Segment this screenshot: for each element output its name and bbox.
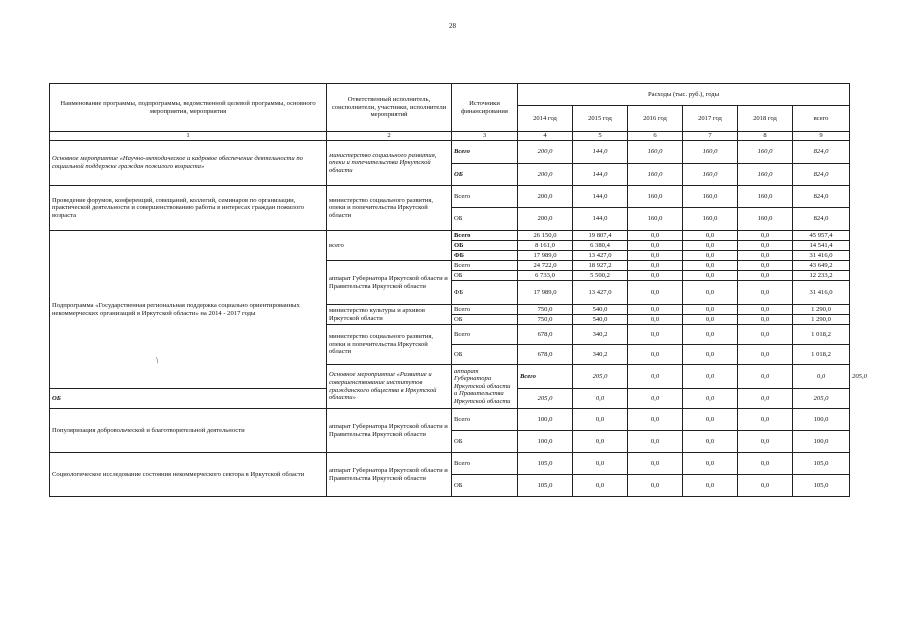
value-cell: 160,0	[683, 164, 738, 186]
value-cell: 0,0	[738, 261, 793, 271]
value-cell: 105,0	[518, 453, 573, 475]
value-cell: 12 233,2	[793, 271, 850, 281]
value-cell: 0,0	[628, 431, 683, 453]
funding-source: ОБ	[452, 208, 518, 231]
value-cell: 105,0	[793, 475, 850, 497]
value-cell: 0,0	[738, 365, 793, 389]
value-cell: 105,0	[518, 475, 573, 497]
value-cell: 160,0	[683, 186, 738, 208]
executor: всего	[327, 231, 452, 261]
executor: аппарат Губернатора Иркутской области и Правительства Иркутской области	[452, 365, 518, 409]
value-cell: 0,0	[628, 453, 683, 475]
value-cell: 1 018,2	[793, 325, 850, 345]
value-cell: 144,0	[573, 186, 628, 208]
column-number: 9	[793, 132, 850, 141]
value-cell: 0,0	[683, 251, 738, 261]
funding-source: Всего	[452, 231, 518, 241]
value-cell: 0,0	[683, 431, 738, 453]
value-cell: 0,0	[683, 365, 738, 389]
column-number: 2	[327, 132, 452, 141]
value-cell: 0,0	[628, 281, 683, 305]
value-cell: 0,0	[738, 325, 793, 345]
value-cell: 160,0	[628, 208, 683, 231]
value-cell: 824,0	[793, 141, 850, 164]
value-cell: 0,0	[738, 409, 793, 431]
value-cell: 6 380,4	[573, 241, 628, 251]
value-cell: 205,0	[573, 365, 628, 389]
executor: министерство социального развития, опеки и попечительства Иркутской области	[327, 141, 452, 186]
value-cell: 0,0	[738, 345, 793, 365]
column-number: 1	[50, 132, 327, 141]
funding-source: Всего	[452, 141, 518, 164]
value-cell: 0,0	[628, 365, 683, 389]
value-cell: 0,0	[683, 231, 738, 241]
value-cell: 200,0	[518, 208, 573, 231]
value-cell: 0,0	[628, 345, 683, 365]
activity-name: Основное мероприятие «Научно-методическое и кадровое обеспечение деятельности по социальной поддержке граждан пожилого возраста»	[50, 141, 327, 186]
value-cell: 0,0	[628, 241, 683, 251]
value-cell: 678,0	[518, 345, 573, 365]
value-cell: 0,0	[683, 305, 738, 315]
value-cell: 1 290,0	[793, 305, 850, 315]
table-row	[50, 453, 850, 475]
value-cell: 0,0	[683, 315, 738, 325]
funding-source: ОБ	[452, 271, 518, 281]
header-year: 2018 год	[738, 106, 793, 132]
value-cell: 824,0	[793, 164, 850, 186]
value-cell: 160,0	[628, 141, 683, 164]
value-cell: 205,0	[518, 389, 573, 409]
value-cell: 13 427,0	[573, 281, 628, 305]
value-cell: 0,0	[573, 409, 628, 431]
value-cell: 160,0	[738, 208, 793, 231]
value-cell: 8 161,0	[518, 241, 573, 251]
header-executor: Ответственный исполнитель, соисполнители, участники, исполнители мероприятий	[327, 84, 452, 132]
header-total: всего	[793, 106, 850, 132]
column-number: 8	[738, 132, 793, 141]
value-cell: 0,0	[683, 409, 738, 431]
value-cell: 0,0	[573, 453, 628, 475]
value-cell: 0,0	[738, 475, 793, 497]
value-cell: 17 989,0	[518, 281, 573, 305]
value-cell: 200,0	[518, 186, 573, 208]
funding-source: ОБ	[452, 164, 518, 186]
value-cell: 14 541,4	[793, 241, 850, 251]
value-cell: 0,0	[683, 389, 738, 409]
value-cell: 31 416,0	[793, 281, 850, 305]
budget-table	[49, 83, 867, 497]
funding-source: ФБ	[452, 281, 518, 305]
funding-source: Всего	[452, 453, 518, 475]
value-cell: 0,0	[628, 389, 683, 409]
value-cell: 0,0	[683, 475, 738, 497]
value-cell: 0,0	[738, 305, 793, 315]
funding-source: ОБ	[50, 389, 327, 409]
value-cell: 0,0	[683, 281, 738, 305]
value-cell: 750,0	[518, 315, 573, 325]
value-cell: 0,0	[738, 241, 793, 251]
value-cell: 160,0	[683, 141, 738, 164]
value-cell: 0,0	[573, 431, 628, 453]
value-cell: 0,0	[573, 475, 628, 497]
value-cell: 100,0	[518, 409, 573, 431]
executor: министерство культуры и архивов Иркутской области	[327, 305, 452, 325]
table-row	[50, 231, 850, 241]
value-cell: 0,0	[683, 345, 738, 365]
value-cell: 144,0	[573, 141, 628, 164]
funding-source: Всего	[452, 186, 518, 208]
funding-source: Всего	[452, 409, 518, 431]
value-cell: 0,0	[738, 231, 793, 241]
value-cell: 0,0	[738, 431, 793, 453]
funding-source: ОБ	[452, 345, 518, 365]
column-number: 3	[452, 132, 518, 141]
value-cell: 160,0	[683, 208, 738, 231]
executor: министерство социального развития, опеки и попечительства Иркутской области	[327, 325, 452, 365]
column-number: 6	[628, 132, 683, 141]
value-cell: 0,0	[628, 409, 683, 431]
activity-name: Основное мероприятие «Развитие и совершенствование институтов гражданского общества в Иркутской области»	[327, 365, 452, 409]
value-cell: 0,0	[628, 315, 683, 325]
value-cell: 750,0	[518, 305, 573, 315]
value-cell: 45 957,4	[793, 231, 850, 241]
activity-name: Социологическое исследование состояния некоммерческого сектора в Иркутской области	[50, 453, 327, 497]
value-cell: 0,0	[738, 389, 793, 409]
column-numbers-row	[50, 132, 850, 141]
value-cell: 824,0	[793, 186, 850, 208]
funding-source: Всего	[518, 365, 573, 389]
value-cell: 31 416,0	[793, 251, 850, 261]
table-row: Основное мероприятие «Развитие и совершенствование институтов гражданского общества в Иркутской области» аппарат Губернатора Иркутской области и Правительства Иркутской области Всего 205,0 0,0 0,0 0,0 0,0 205,0	[50, 365, 850, 389]
value-cell: 0,0	[683, 261, 738, 271]
header-expenses: Расходы (тыс. руб.), годы	[518, 84, 850, 106]
value-cell: 144,0	[573, 208, 628, 231]
value-cell: 0,0	[683, 271, 738, 281]
value-cell: 100,0	[518, 431, 573, 453]
funding-source: Всего	[452, 325, 518, 345]
funding-source: ОБ	[452, 475, 518, 497]
value-cell: 6 733,0	[518, 271, 573, 281]
executor: аппарат Губернатора Иркутской области и Правительства Иркутской области	[327, 453, 452, 497]
value-cell: 160,0	[628, 186, 683, 208]
header-year: 2017 год	[683, 106, 738, 132]
value-cell: 0,0	[628, 475, 683, 497]
value-cell: 0,0	[793, 365, 850, 389]
value-cell: 24 722,0	[518, 261, 573, 271]
value-cell: 13 427,0	[573, 251, 628, 261]
value-cell: 678,0	[518, 325, 573, 345]
executor: аппарат Губернатора Иркутской области и Правительства Иркутской области	[327, 409, 452, 453]
value-cell: 1 018,2	[793, 345, 850, 365]
value-cell: 105,0	[793, 453, 850, 475]
activity-name: Популяризация добровольческой и благотворительной деятельности	[50, 409, 327, 453]
value-cell: 0,0	[738, 315, 793, 325]
header-source: Источники финансирования	[452, 84, 518, 132]
subprogram-name: Подпрограмма «Государственная региональная поддержка социально ориентированных некоммерческих организаций в Иркутской области» на 2014 - 2017 годы	[50, 231, 327, 389]
header-year: 2016 год	[628, 106, 683, 132]
value-cell: 26 150,0	[518, 231, 573, 241]
value-cell: 0,0	[628, 231, 683, 241]
value-cell: 17 989,0	[518, 251, 573, 261]
value-cell: 340,2	[573, 325, 628, 345]
value-cell: 0,0	[573, 389, 628, 409]
value-cell: 1 290,0	[793, 315, 850, 325]
value-cell: 100,0	[793, 431, 850, 453]
value-cell: 144,0	[573, 164, 628, 186]
funding-source: ОБ	[452, 431, 518, 453]
value-cell: 0,0	[683, 241, 738, 251]
column-number: 7	[683, 132, 738, 141]
value-cell: 18 927,2	[573, 261, 628, 271]
value-cell: 200,0	[518, 141, 573, 164]
value-cell: 200,0	[518, 164, 573, 186]
table-row	[50, 186, 850, 208]
value-cell: 160,0	[628, 164, 683, 186]
value-cell: 19 807,4	[573, 231, 628, 241]
page-number: 28	[449, 22, 456, 30]
value-cell: 0,0	[628, 261, 683, 271]
value-cell: 5 500,2	[573, 271, 628, 281]
value-cell: 540,0	[573, 315, 628, 325]
value-cell: 0,0	[683, 325, 738, 345]
value-cell: 340,2	[573, 345, 628, 365]
value-cell: 0,0	[738, 251, 793, 261]
header-name: Наименование программы, подпрограммы, ведомственной целевой программы, основного мероприятия, мероприятия	[50, 84, 327, 132]
funding-source: Всего	[452, 305, 518, 315]
activity-name: Проведение форумов, конференций, совещаний, коллегий, семинаров по организации, практической деятельности и совершенствованию работы в интересах граждан пожилого возраста	[50, 186, 327, 231]
pen-mark: /	[153, 355, 161, 365]
executor: аппарат Губернатора Иркутской области и Правительства Иркутской области	[327, 261, 452, 305]
column-number: 4	[518, 132, 573, 141]
table-row	[50, 409, 850, 431]
value-cell: 160,0	[738, 164, 793, 186]
funding-source: ОБ	[452, 315, 518, 325]
funding-source: ФБ	[452, 251, 518, 261]
value-cell: 160,0	[738, 186, 793, 208]
value-cell: 0,0	[738, 281, 793, 305]
value-cell: 100,0	[793, 409, 850, 431]
value-cell: 824,0	[793, 208, 850, 231]
header-year: 2014 год	[518, 106, 573, 132]
value-cell: 0,0	[738, 453, 793, 475]
header-year: 2015 год	[573, 106, 628, 132]
funding-source: Всего	[452, 261, 518, 271]
column-number: 5	[573, 132, 628, 141]
value-cell: 43 649,2	[793, 261, 850, 271]
value-cell: 0,0	[683, 453, 738, 475]
value-cell: 0,0	[628, 251, 683, 261]
value-cell: 0,0	[628, 271, 683, 281]
table-row	[50, 141, 850, 164]
value-cell: 0,0	[628, 325, 683, 345]
value-cell: 540,0	[573, 305, 628, 315]
value-cell: 0,0	[628, 305, 683, 315]
value-cell: 205,0	[793, 389, 850, 409]
value-cell: 0,0	[738, 271, 793, 281]
executor: министерство социального развития, опеки и попечительства Иркутской области	[327, 186, 452, 231]
funding-source: ОБ	[452, 241, 518, 251]
value-cell: 160,0	[738, 141, 793, 164]
